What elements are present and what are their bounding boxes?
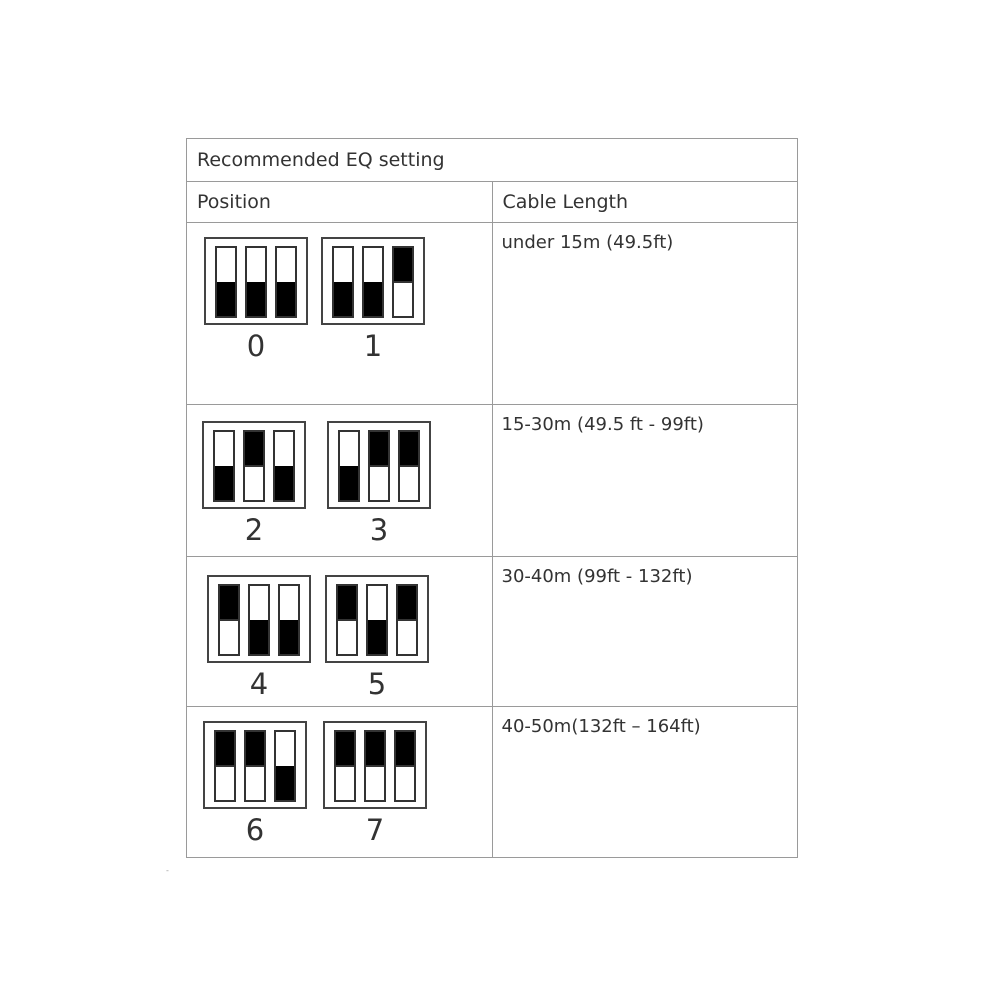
switch-toggle-down xyxy=(338,430,360,502)
switch-toggle-up xyxy=(396,584,418,656)
position-number: 6 xyxy=(245,813,265,847)
eq-settings-table xyxy=(186,138,798,858)
switch-upper-segment xyxy=(277,248,295,282)
switch-upper-segment xyxy=(398,586,416,619)
switch-toggle-down xyxy=(215,246,237,318)
switch-lower-segment xyxy=(246,765,264,800)
switch-toggle-up xyxy=(214,730,236,802)
table-row xyxy=(187,223,798,405)
table-row xyxy=(187,707,798,858)
dip-switch-block xyxy=(202,421,306,509)
switch-upper-segment xyxy=(280,586,298,620)
cable-length-header: Cable Length xyxy=(492,182,798,223)
switch-toggle-up xyxy=(244,730,266,802)
position-number: 7 xyxy=(365,813,385,847)
switch-lower-segment xyxy=(220,619,238,654)
switch-lower-segment xyxy=(276,766,294,800)
switch-toggle-up xyxy=(368,430,390,502)
dip-switch-position-0 xyxy=(204,237,308,361)
switch-upper-segment xyxy=(275,432,293,466)
cable-length-cell: under 15m (49.5ft) xyxy=(492,223,798,405)
switch-upper-segment xyxy=(247,248,265,282)
switch-lower-segment xyxy=(277,282,295,316)
position-cell xyxy=(187,557,493,707)
switch-toggle-down xyxy=(362,246,384,318)
switch-upper-segment xyxy=(368,586,386,620)
dip-switch-position-5 xyxy=(325,575,429,699)
switch-toggle-up xyxy=(336,584,358,656)
switch-upper-segment xyxy=(215,432,233,466)
switch-toggle-up xyxy=(394,730,416,802)
switch-upper-segment xyxy=(245,432,263,465)
position-number: 4 xyxy=(249,667,269,701)
switch-upper-segment xyxy=(370,432,388,465)
dip-switch-block xyxy=(327,421,431,509)
table-row xyxy=(187,405,798,557)
switch-lower-segment xyxy=(366,765,384,800)
switch-lower-segment xyxy=(247,282,265,316)
header-row xyxy=(187,182,798,223)
dip-switch-position-7 xyxy=(323,721,427,845)
switch-toggle-up xyxy=(364,730,386,802)
position-cell xyxy=(187,223,493,405)
table-row xyxy=(187,557,798,707)
switch-toggle-up xyxy=(392,246,414,318)
switch-toggle-down xyxy=(275,246,297,318)
switch-upper-segment xyxy=(250,586,268,620)
switch-lower-segment xyxy=(398,619,416,654)
switch-upper-segment xyxy=(366,732,384,765)
switch-upper-segment xyxy=(334,248,352,282)
switch-toggle-down xyxy=(332,246,354,318)
table-title: Recommended EQ setting xyxy=(187,139,798,182)
switch-lower-segment xyxy=(250,620,268,654)
switch-toggle-up xyxy=(243,430,265,502)
switch-upper-segment xyxy=(220,586,238,619)
cable-length-cell: 15-30m (49.5 ft - 99ft) xyxy=(492,405,798,557)
switch-toggle-up xyxy=(398,430,420,502)
dip-switch-block xyxy=(204,237,308,325)
switch-lower-segment xyxy=(280,620,298,654)
dip-switch-position-4 xyxy=(207,575,311,699)
switch-toggle-down xyxy=(366,584,388,656)
switch-lower-segment xyxy=(396,765,414,800)
switch-toggle-down xyxy=(213,430,235,502)
position-header: Position xyxy=(187,182,493,223)
switch-lower-segment xyxy=(245,465,263,500)
switch-lower-segment xyxy=(334,282,352,316)
switch-lower-segment xyxy=(215,466,233,500)
switch-upper-segment xyxy=(216,732,234,765)
switch-toggle-down xyxy=(248,584,270,656)
dip-switch-block xyxy=(321,237,425,325)
switch-lower-segment xyxy=(368,620,386,654)
switch-toggle-down xyxy=(274,730,296,802)
dip-switch-block xyxy=(323,721,427,809)
switch-upper-segment xyxy=(336,732,354,765)
dip-switch-position-1 xyxy=(321,237,425,361)
dip-switch-position-3 xyxy=(327,421,431,545)
switch-lower-segment xyxy=(336,765,354,800)
dip-switch-block xyxy=(207,575,311,663)
switch-upper-segment xyxy=(340,432,358,466)
switch-toggle-up xyxy=(218,584,240,656)
switch-lower-segment xyxy=(217,282,235,316)
switch-lower-segment xyxy=(364,282,382,316)
switch-toggle-down xyxy=(245,246,267,318)
position-number: 1 xyxy=(363,329,383,363)
position-number: 0 xyxy=(246,329,266,363)
switch-upper-segment xyxy=(246,732,264,765)
title-row xyxy=(187,139,798,182)
switch-toggle-down xyxy=(278,584,300,656)
cable-length-cell: 30-40m (99ft - 132ft) xyxy=(492,557,798,707)
stray-mark: - xyxy=(166,866,169,875)
position-cell xyxy=(187,405,493,557)
switch-toggle-up xyxy=(334,730,356,802)
position-number: 5 xyxy=(367,667,387,701)
position-cell xyxy=(187,707,493,858)
switch-lower-segment xyxy=(394,281,412,316)
switch-upper-segment xyxy=(276,732,294,766)
switch-upper-segment xyxy=(400,432,418,465)
switch-lower-segment xyxy=(275,466,293,500)
switch-lower-segment xyxy=(338,619,356,654)
switch-lower-segment xyxy=(340,466,358,500)
dip-switch-position-2 xyxy=(202,421,306,545)
switch-toggle-down xyxy=(273,430,295,502)
switch-lower-segment xyxy=(216,765,234,800)
switch-upper-segment xyxy=(364,248,382,282)
switch-lower-segment xyxy=(370,465,388,500)
switch-upper-segment xyxy=(217,248,235,282)
position-number: 2 xyxy=(244,513,264,547)
switch-upper-segment xyxy=(396,732,414,765)
dip-switch-block xyxy=(325,575,429,663)
switch-upper-segment xyxy=(394,248,412,281)
dip-switch-block xyxy=(203,721,307,809)
switch-upper-segment xyxy=(338,586,356,619)
switch-lower-segment xyxy=(400,465,418,500)
cable-length-cell: 40-50m(132ft – 164ft) xyxy=(492,707,798,858)
position-number: 3 xyxy=(369,513,389,547)
dip-switch-position-6 xyxy=(203,721,307,845)
